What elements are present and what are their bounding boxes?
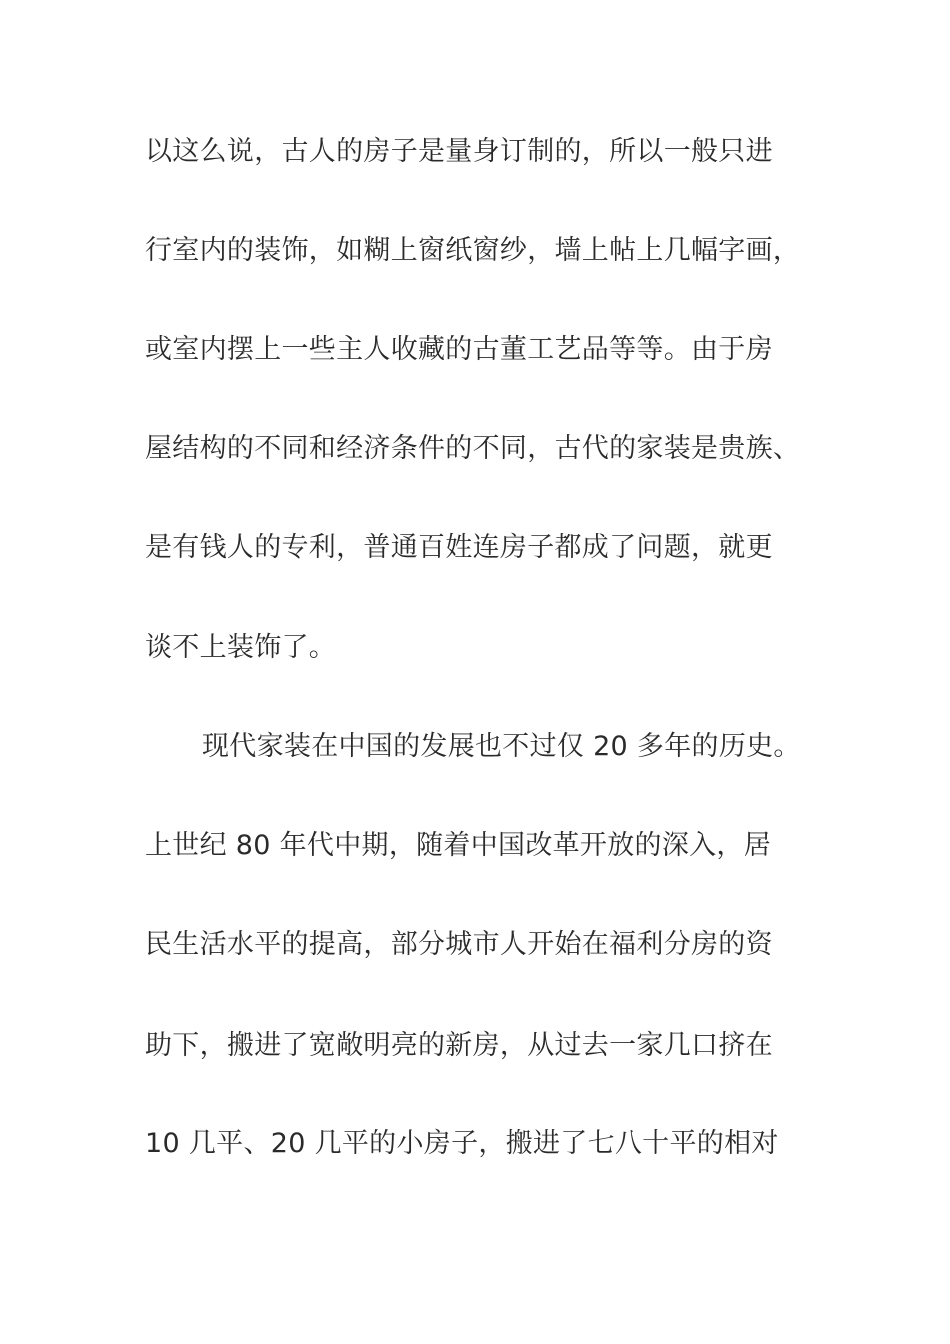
paragraph-first-line: 现代家装在中国的发展也不过仅 20 多年的历史。	[202, 731, 801, 762]
text-line: 行室内的装饰，如糊上窗纸窗纱，墙上帖上几幅字画，	[145, 235, 801, 266]
text-line: 民生活水平的提高，部分城市人开始在福利分房的资	[145, 929, 773, 960]
text-line: 或室内摆上一些主人收藏的古董工艺品等等。由于房	[145, 334, 773, 365]
text-line: 是有钱人的专利，普通百姓连房子都成了问题，就更	[145, 532, 773, 563]
text-line: 谈不上装饰了。	[145, 632, 337, 663]
text-line: 以这么说，古人的房子是量身订制的，所以一般只进	[145, 136, 773, 167]
text-line: 屋结构的不同和经济条件的不同，古代的家装是贵族、	[145, 433, 801, 464]
text-line: 上世纪 80 年代中期，随着中国改革开放的深入，居	[145, 830, 772, 861]
text-line: 助下，搬进了宽敞明亮的新房，从过去一家几口挤在	[145, 1030, 773, 1061]
text-line: 10 几平、20 几平的小房子，搬进了七八十平的相对	[145, 1128, 779, 1159]
